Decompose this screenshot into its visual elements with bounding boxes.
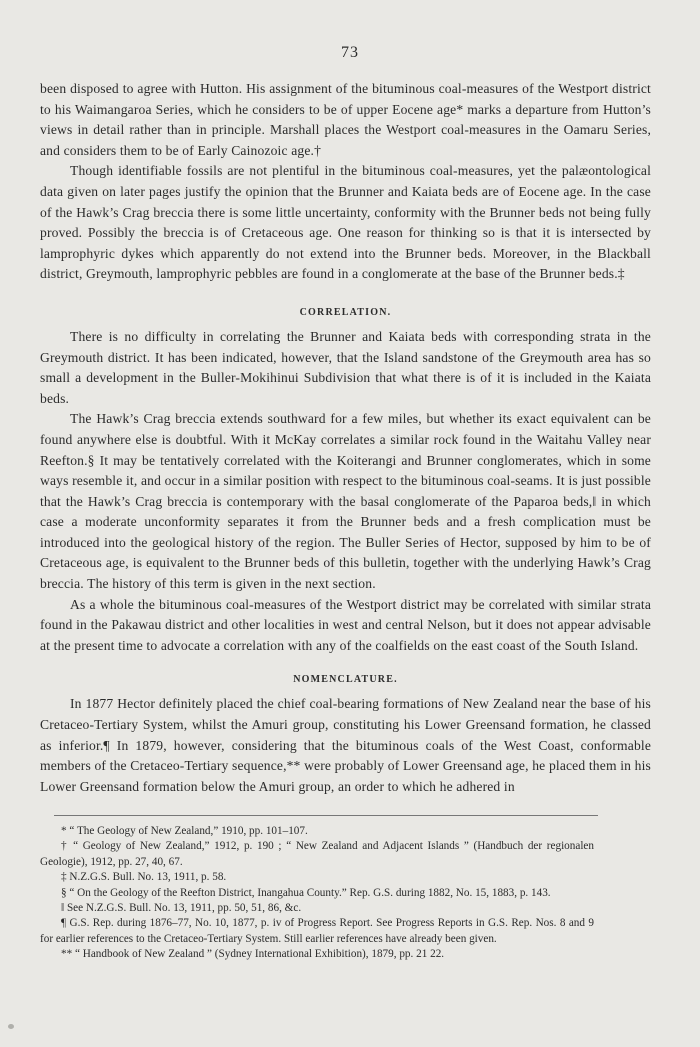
body-text [40, 79, 651, 797]
footnote: § “ On the Geology of the Reefton District, Inangahua County.” Rep. G.S. during 1882, No. 15, 1883, p. 143. [61, 886, 551, 899]
paragraph: There is no difficulty in correlating the Brunner and Kaiata beds with corresponding strata in the Greymouth district. It has been indicated, however, that the Island sandstone of the Greymouth area has so small a development in the Buller-Mokihinui Subdivision that what there is of it is included in the Kaiata beds. [40, 328, 651, 406]
paragraph: been disposed to agree with Hutton. His assignment of the bituminous coal-measures of the Westport district to his Waimangaroa Series, which he considers to be of upper Eocene age* marks a departure from Hutton’s views in detail rather than in principle. Marshall places the Westport coal-measures in the Oamaru Series, and considers them to be of Early Cainozoic age.† [40, 81, 651, 158]
paragraph: In 1877 Hector definitely placed the chief coal-bearing formations of New Zealand near the base of his Cretaceo-Tertiary System, whilst the Amuri group, constituting his Lower Greensand formation, he classed as inferior.¶ In 1879, however, considering that the bituminous coals of the West Coast, conformable members of the Cretaceo-Tertiary sequence,** were probably of Lower Greensand age, he placed them in his Lower Greensand formation below the Amuri group, an order to which he adhered in [40, 696, 651, 794]
page-number: 73 [341, 44, 359, 61]
footnote-divider [54, 815, 598, 816]
footnotes [40, 824, 594, 963]
footnote: * “ The Geology of New Zealand,” 1910, pp. 101–107. [61, 825, 308, 837]
paragraph: Though identifiable fossils are not plentiful in the bituminous coal-measures, yet the palæontological data given on later pages justify the opinion that the Brunner and Kaiata beds are of Eocene age. In the case of the Hawk’s Crag breccia there is some little uncertainty, conformity with the Brunner beds not being fully proved. Possibly the breccia is of Cretaceous age. One reason for thinking so is that it is intersected by lamprophyric dykes which apparently do not extend into the Brunner beds. Moreover, in the Blackball district, Greymouth, lamprophyric pebbles are found in a conglomerate at the base of the Brunner beds.‡ [40, 163, 651, 282]
scan-speck [8, 1024, 14, 1029]
footnote: ‡ N.Z.G.S. Bull. No. 13, 1911, p. 58. [61, 871, 227, 884]
footnote: † “ Geology of New Zealand,” 1912, p. 190 ; “ New Zealand and Adjacent Islands ” (Handbuch der regionalen Geologie), 1912, pp. 27, 40, 67. [40, 840, 594, 868]
footnote: ¶ G.S. Rep. during 1876–77, No. 10, 1877, p. iv of Progress Report. See Progress Reports in G.S. Rep. Nos. 8 and 9 for earlier references to the Cretaceo-Tertiary System. Still earlier references have already been given. [40, 917, 594, 945]
paragraph: The Hawk’s Crag breccia extends southward for a few miles, but whether its exact equivalent can be found anywhere else is doubtful. With it McKay correlates a similar rock found in the Waitahu Valley near Reefton.§ It may be tentatively correlated with the Koiterangi and Brunner conglomerates, which in some ways resemble it, and occur in a similar position with respect to the bituminous coal-seams. It is just possible that the Hawk’s Crag breccia is contemporary with the basal conglomerate of the Paparoa beds,‖ in which case a moderate unconformity separates it from the Brunner beds and a fresh complication must be introduced into the geological history of the region. The Buller Series of Hector, supposed by him to be of Cretaceous age, is equivalent to the Brunner beds of this bulletin, together with the underlying Hawk’s Crag breccia. The history of this term is given in the next section. [40, 411, 651, 592]
section-heading-nomenclature: NOMENCLATURE. [293, 674, 398, 686]
paragraph: As a whole the bituminous coal-measures of the Westport district may be correlated with similar strata found in the Pakawau district and other localities in west and central Nelson, but it does not appear advisable at the present time to advocate a correlation with any of the coalfields on the east coast of the South Island. [40, 596, 651, 653]
footnote: ** “ Handbook of New Zealand ” (Sydney International Exhibition), 1879, pp. 21 22. [61, 948, 445, 961]
section-heading-correlation: CORRELATION. [299, 306, 392, 318]
footnote: ‖ See N.Z.G.S. Bull. No. 13, 1911, pp. 50, 51, 86, &c. [61, 902, 302, 915]
